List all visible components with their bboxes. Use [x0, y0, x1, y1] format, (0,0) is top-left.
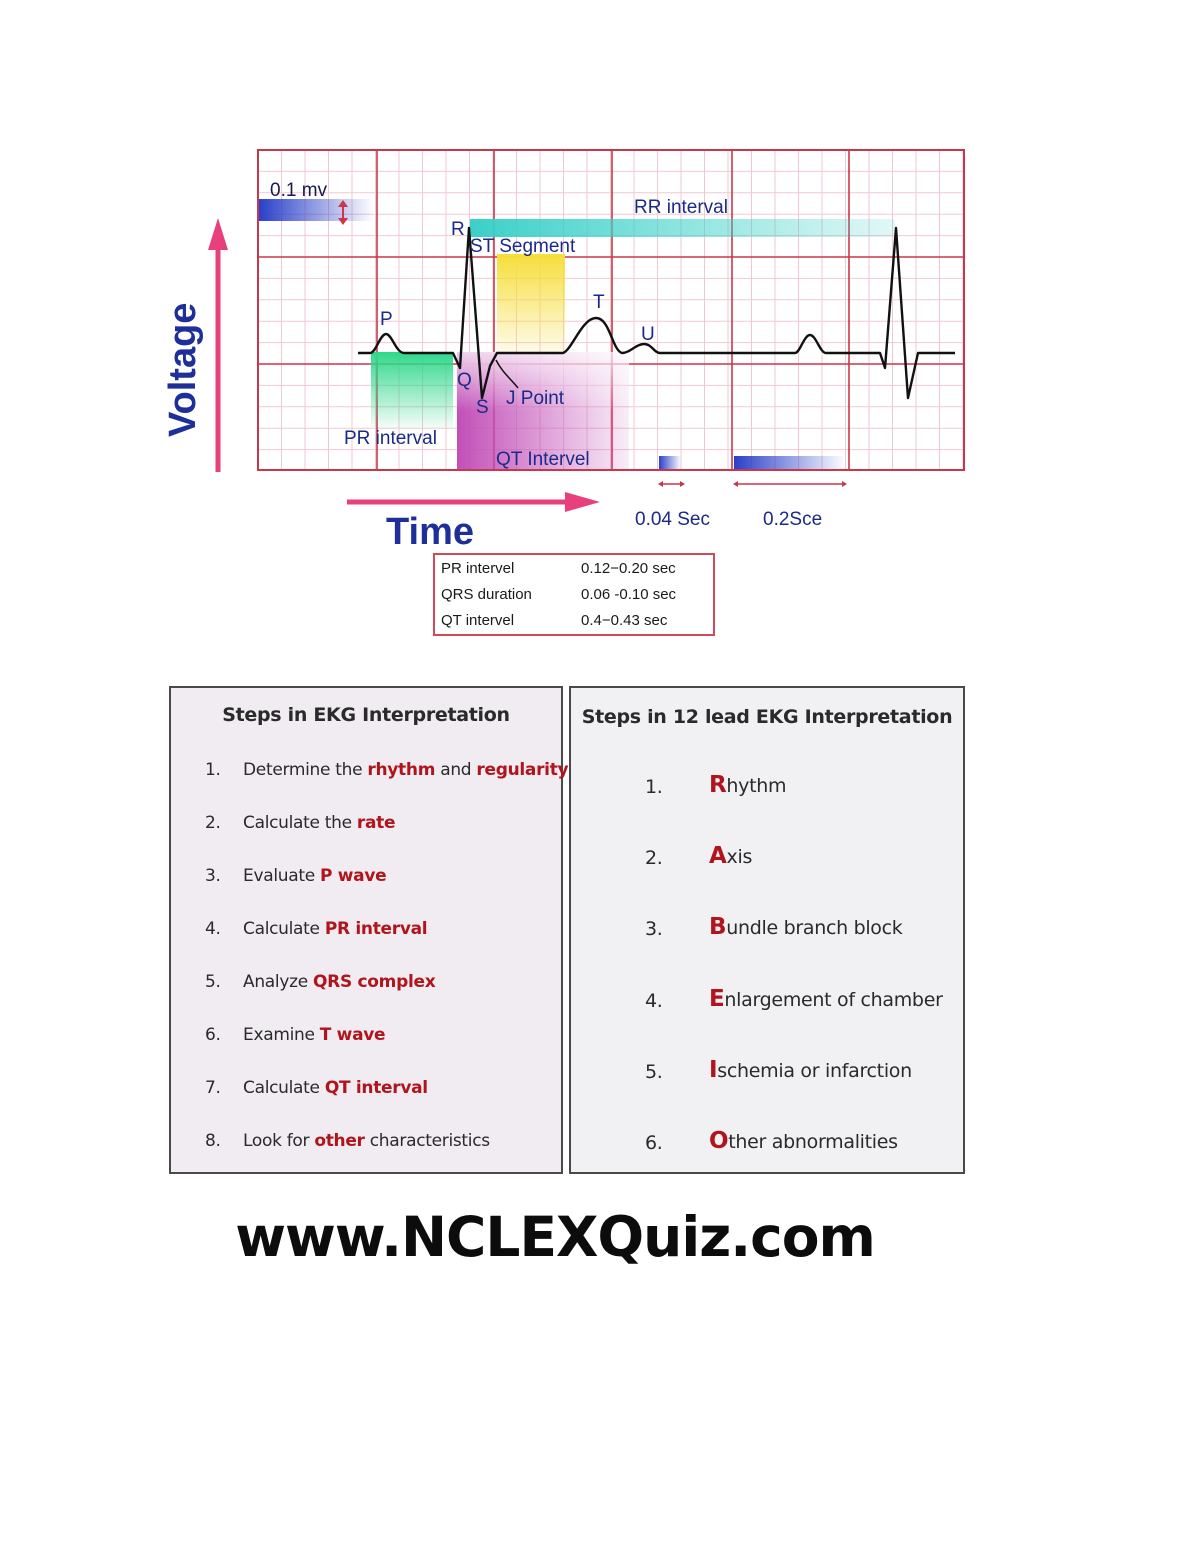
step-text: [709, 772, 786, 798]
list-item: [645, 986, 953, 1016]
rr-interval-label: RR interval: [634, 197, 728, 218]
scale-bar: [259, 199, 374, 221]
time-label: Time: [386, 511, 475, 553]
q-wave-label: Q: [457, 370, 472, 391]
list-item: [645, 1057, 953, 1087]
step-number: 2.: [645, 847, 663, 870]
steps-ekg-interpretation-panel: [169, 686, 569, 1174]
step-text: [709, 914, 903, 940]
step-text: [709, 1057, 912, 1083]
step-keyword: T wave: [319, 1025, 386, 1045]
large-square-arrow: [733, 481, 847, 487]
u-wave-label: U: [641, 324, 655, 345]
step-text: [709, 986, 943, 1012]
list-item: [205, 760, 569, 784]
st-segment-region: [497, 254, 565, 353]
mnemonic-rest: schemia or infarction: [717, 1059, 912, 1082]
list-item: [205, 866, 551, 890]
normal-values-table: [433, 553, 715, 636]
normal-values-value: 0.4−0.43 sec: [581, 612, 668, 629]
step-text: [243, 972, 435, 992]
small-square-arrow: [658, 481, 685, 487]
list-item: [205, 813, 551, 837]
normal-values-name: QRS duration: [441, 586, 532, 603]
step-keyword: P wave: [319, 866, 387, 886]
list-item: [645, 843, 953, 873]
step-number: 4.: [645, 989, 663, 1012]
step-number: 5.: [205, 972, 221, 992]
step-keyword: other: [314, 1131, 365, 1151]
list-item: [645, 772, 953, 802]
mnemonic-initial: E: [709, 985, 725, 1012]
voltage-label: Voltage: [162, 302, 204, 437]
list-item: [205, 1078, 551, 1102]
mnemonic-initial: B: [709, 914, 727, 941]
list-item: [205, 1131, 551, 1155]
step-number: 5.: [645, 1060, 663, 1083]
step-text-part: Calculate: [243, 919, 325, 939]
step-text: [243, 760, 568, 780]
step-text-part: characteristics: [364, 1131, 490, 1151]
step-keyword: rate: [356, 813, 396, 833]
mnemonic-rest: nlargement of chamber: [724, 988, 943, 1011]
step-keyword: QT interval: [324, 1078, 428, 1098]
small-square-time-label: 0.04 Sec: [635, 509, 710, 530]
voltage-arrow: [208, 218, 228, 472]
steps-ekg-title: Steps in EKG Interpretation: [222, 704, 510, 726]
list-item: [205, 1025, 551, 1049]
t-wave-label: T: [593, 292, 605, 313]
small-square-marker: [659, 456, 681, 470]
mnemonic-rest: xis: [726, 846, 753, 869]
mnemonic-initial: I: [709, 1056, 718, 1083]
j-point-label: J Point: [506, 388, 565, 409]
step-keyword: PR interval: [324, 919, 428, 939]
step-text: [243, 813, 395, 833]
list-item: [205, 972, 551, 996]
step-text-part: Examine: [243, 1025, 320, 1045]
mnemonic-initial: O: [709, 1128, 729, 1154]
step-number: 1.: [205, 760, 221, 780]
step-text: [709, 1128, 898, 1154]
normal-values-row: [441, 583, 707, 607]
s-wave-label: S: [476, 397, 489, 418]
st-segment-label: ST Segment: [470, 236, 576, 257]
r-wave-label: R: [451, 219, 465, 240]
qt-interval-label: QT Intervel: [496, 449, 590, 470]
mnemonic-initial: A: [709, 843, 727, 870]
step-text-part: Analyze: [243, 972, 313, 992]
step-text: [243, 1131, 490, 1151]
step-number: 3.: [645, 918, 663, 941]
mnemonic-rest: undle branch block: [726, 917, 903, 940]
step-keyword: rhythm: [367, 760, 436, 780]
normal-values-row: [441, 557, 707, 581]
list-item: [205, 919, 551, 943]
step-number: 8.: [205, 1131, 221, 1151]
mnemonic-rest: hythm: [726, 775, 787, 797]
step-number: 4.: [205, 919, 221, 939]
step-text-part: Determine the: [243, 760, 368, 780]
step-text: [709, 843, 752, 869]
pr-interval-label: PR interval: [344, 428, 437, 449]
step-number: 3.: [205, 866, 221, 886]
step-text-part: Look for: [243, 1131, 315, 1151]
rr-interval-bar: [470, 219, 895, 237]
website-url: www.NCLEXQuiz.com: [235, 1205, 875, 1269]
steps-12-lead-title: Steps in 12 lead EKG Interpretation: [581, 706, 953, 728]
normal-values-name: PR intervel: [441, 560, 515, 577]
step-text-part: Calculate the: [243, 813, 357, 833]
step-number: 1.: [645, 776, 663, 798]
mnemonic-initial: R: [709, 772, 727, 798]
large-square-time-label: 0.2Sce: [763, 509, 823, 530]
mv-label: 0.1 mv: [270, 180, 328, 201]
step-number: 6.: [645, 1132, 663, 1154]
step-text: [243, 1025, 385, 1045]
step-text-part: and: [435, 760, 477, 780]
step-keyword: QRS complex: [313, 972, 436, 992]
step-number: 6.: [205, 1025, 221, 1045]
mnemonic-rest: ther abnormalities: [728, 1131, 898, 1153]
normal-values-row: [441, 609, 707, 633]
p-wave-label: P: [380, 309, 393, 330]
normal-values-name: QT intervel: [441, 612, 515, 629]
time-arrow: [347, 492, 600, 512]
steps-12-lead-panel: [569, 686, 965, 1174]
pr-interval-region: [371, 352, 453, 428]
step-text: [243, 1078, 428, 1098]
list-item: [645, 914, 953, 944]
step-keyword: regularity: [476, 760, 569, 780]
step-text: [243, 866, 386, 886]
normal-values-value: 0.06 -0.10 sec: [581, 586, 677, 603]
step-text-part: Calculate: [243, 1078, 325, 1098]
step-number: 7.: [205, 1078, 221, 1098]
list-item: [645, 1128, 953, 1158]
large-square-marker: [734, 456, 846, 470]
step-text-part: Evaluate: [243, 866, 320, 886]
step-number: 2.: [205, 813, 221, 833]
step-text: [243, 919, 427, 939]
normal-values-value: 0.12−0.20 sec: [581, 560, 676, 577]
